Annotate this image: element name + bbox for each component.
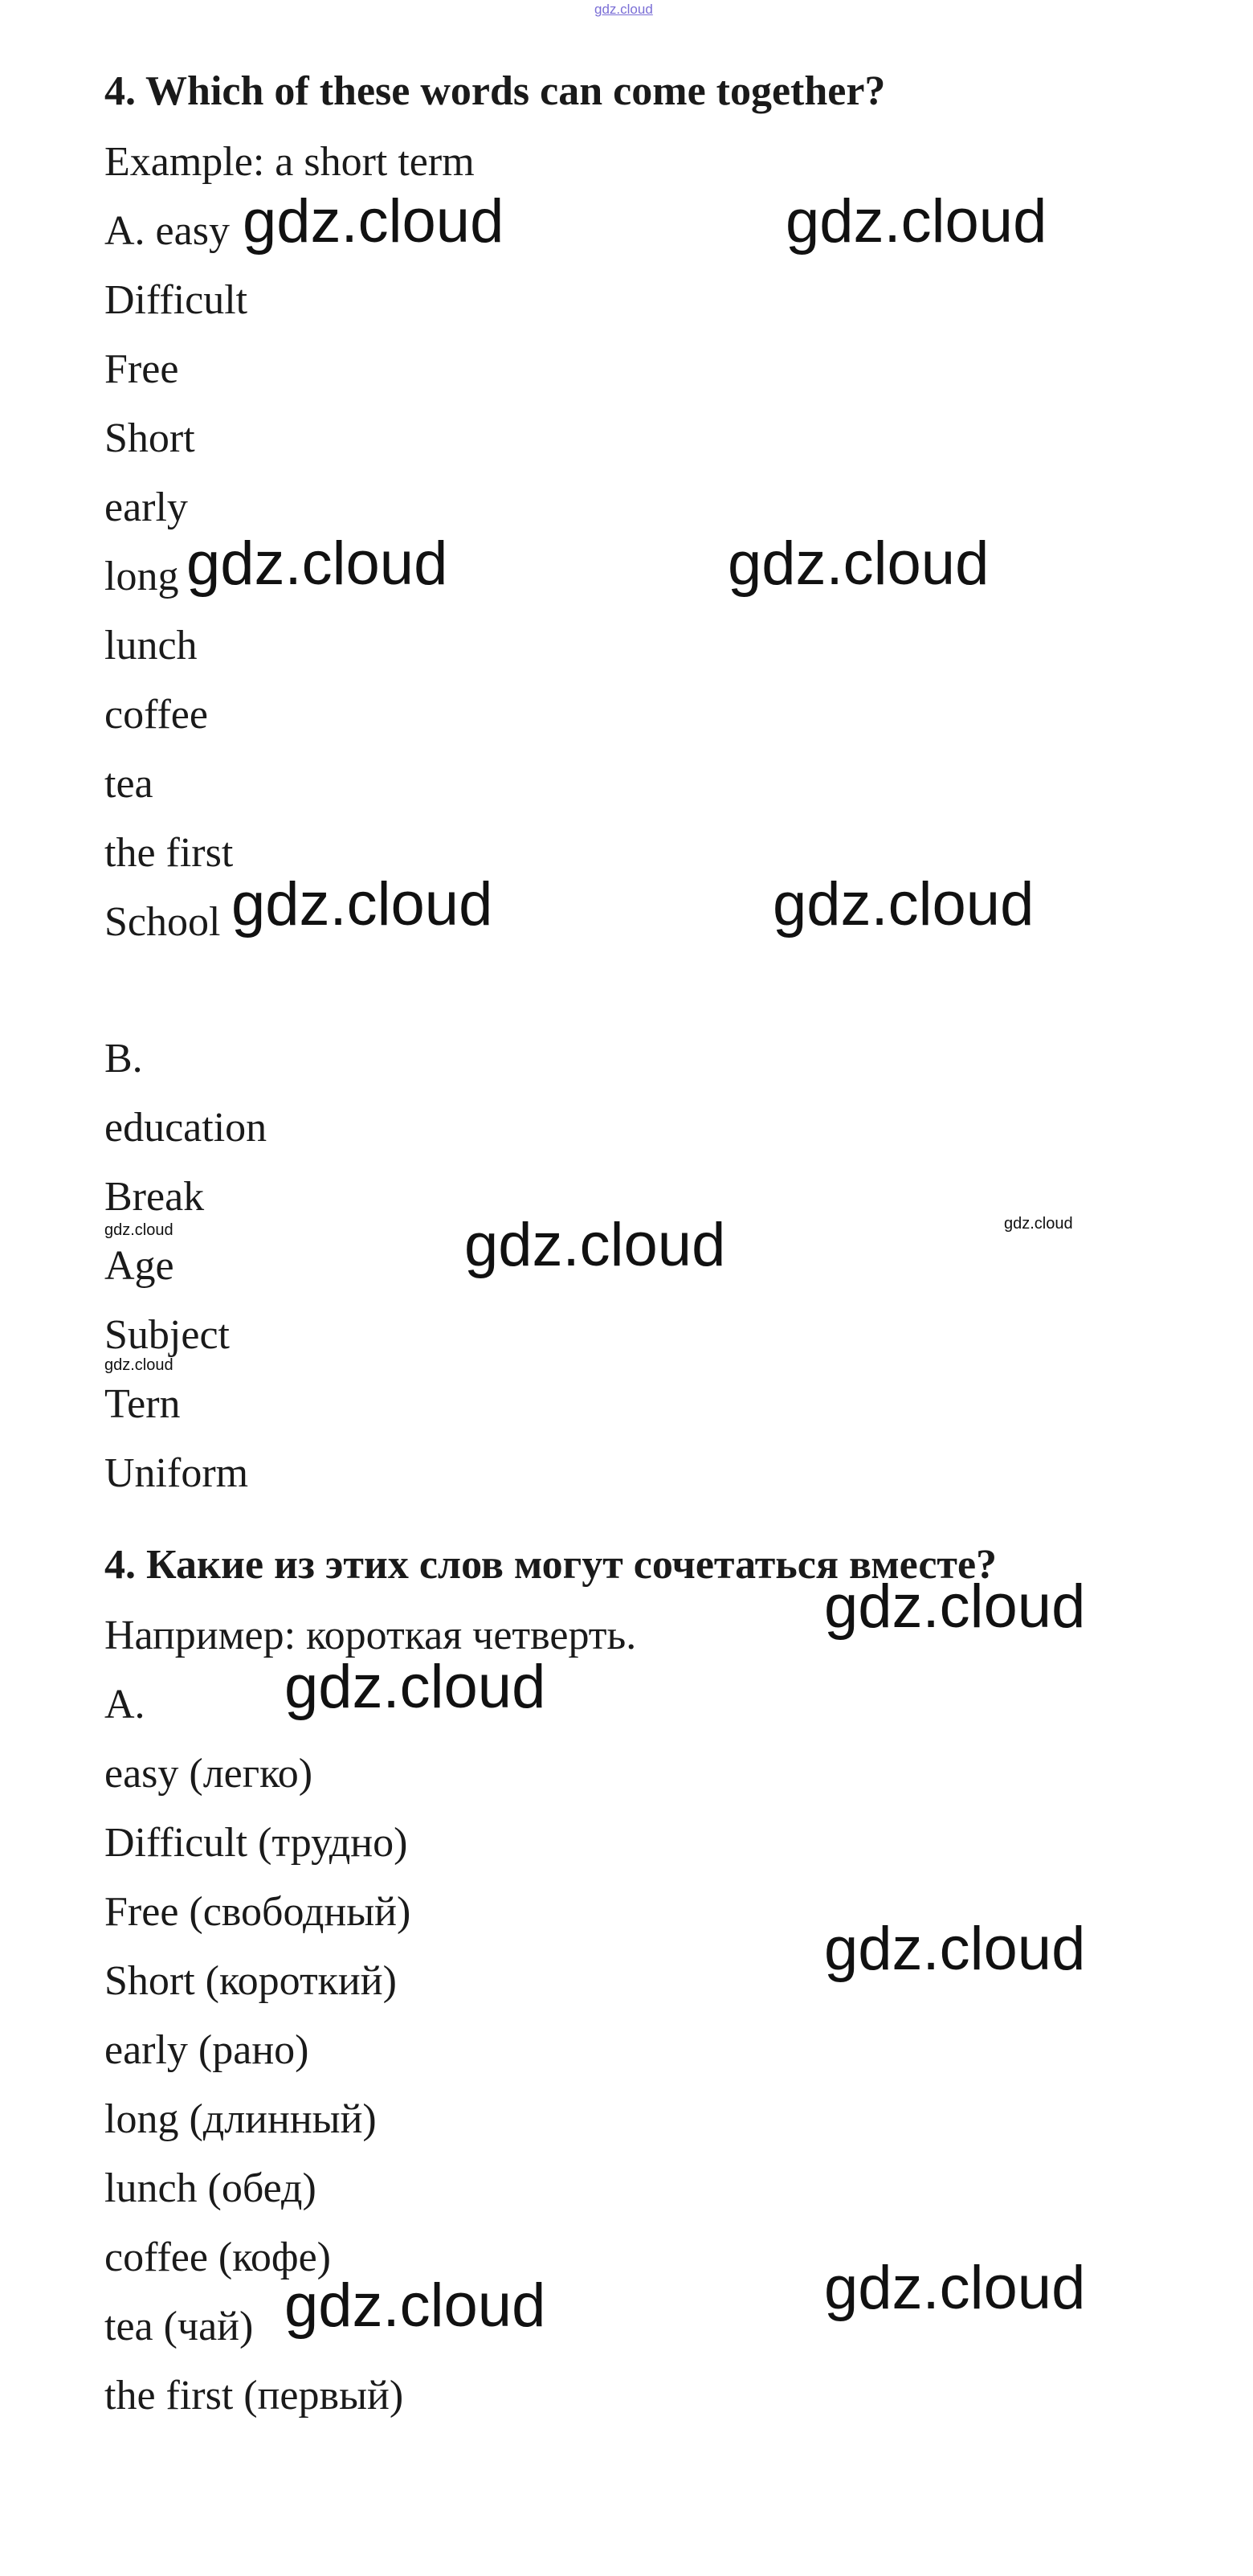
english-item: Break	[104, 1174, 205, 1220]
english-item: A. easy	[104, 208, 230, 254]
english-item: Short	[104, 415, 195, 461]
english-item: the first	[104, 830, 234, 876]
watermark: gdz.cloud	[773, 870, 1035, 938]
russian-section-a-label: A.	[104, 1682, 145, 1728]
russian-item: Short (короткий)	[104, 1958, 397, 2004]
english-item: education	[104, 1105, 267, 1151]
english-item: lunch	[104, 623, 198, 669]
english-item: early	[104, 485, 188, 530]
russian-item: long (длинный)	[104, 2096, 377, 2142]
russian-item: Difficult (трудно)	[104, 1820, 408, 1866]
watermark: gdz.cloud	[284, 1653, 546, 1721]
russian-item: lunch (обед)	[104, 2165, 316, 2211]
english-section-b-label: B.	[104, 1036, 143, 1082]
english-item: tea	[104, 761, 153, 807]
watermark: gdz.cloud	[231, 870, 493, 938]
watermark: gdz.cloud	[243, 187, 504, 256]
page-header-mark: gdz.cloud	[594, 2, 653, 17]
watermark-small: gdz.cloud	[1004, 1215, 1073, 1233]
watermark-small: gdz.cloud	[104, 1221, 173, 1239]
russian-item: coffee (кофе)	[104, 2235, 331, 2280]
russian-title: 4. Какие из этих слов могут сочетаться вместе?	[104, 1542, 998, 1588]
watermark: gdz.cloud	[786, 187, 1047, 256]
watermark: gdz.cloud	[824, 1572, 1086, 1641]
russian-item: tea (чай)	[104, 2304, 254, 2349]
english-item: Age	[104, 1243, 174, 1289]
russian-item: Free (свободный)	[104, 1889, 411, 1935]
english-item: Subject	[104, 1312, 230, 1358]
english-item: School	[104, 899, 221, 945]
watermark: gdz.cloud	[284, 2271, 546, 2340]
watermark: gdz.cloud	[824, 1915, 1086, 1983]
watermark: gdz.cloud	[824, 2254, 1086, 2322]
english-item: Free	[104, 346, 179, 392]
english-item: Difficult	[104, 277, 248, 323]
watermark: gdz.cloud	[464, 1211, 726, 1279]
watermark: gdz.cloud	[728, 530, 990, 598]
english-title: 4. Which of these words can come together?	[104, 68, 886, 114]
english-example: Example: a short term	[104, 139, 475, 185]
english-item: Uniform	[104, 1450, 249, 1496]
english-item: Tern	[104, 1381, 181, 1427]
russian-item: early (рано)	[104, 2027, 309, 2073]
russian-example: Например: короткая четверть.	[104, 1613, 637, 1658]
watermark: gdz.cloud	[186, 530, 448, 598]
russian-item: the first (первый)	[104, 2373, 404, 2419]
russian-item: easy (легко)	[104, 1751, 313, 1797]
english-item: long	[104, 554, 179, 599]
watermark-small: gdz.cloud	[104, 1356, 173, 1374]
english-item: coffee	[104, 692, 208, 738]
